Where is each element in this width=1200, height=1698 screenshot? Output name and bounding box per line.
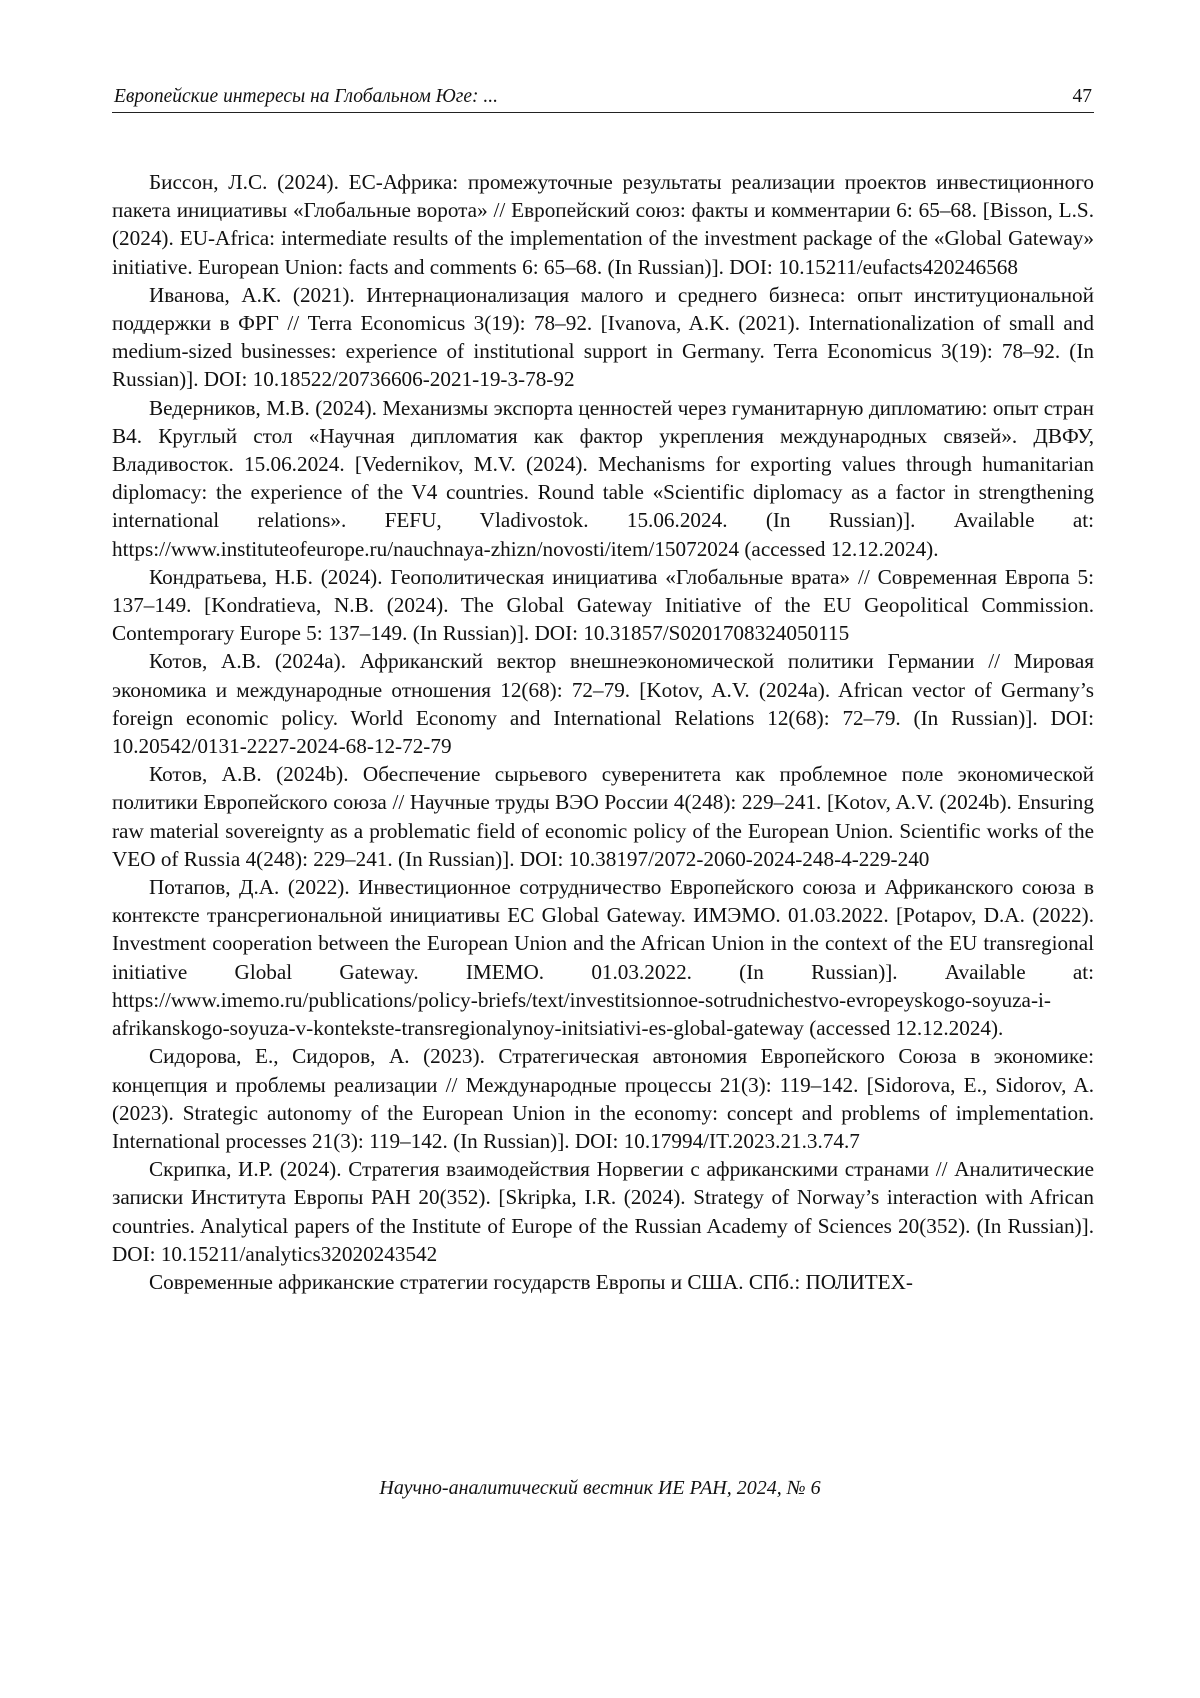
reference-entry-kotov-b: Котов, А.В. (2024b). Обеспечение сырьевого суверенитета как проблемное поле экономической политики Европейского союза // Научные труды ВЭО России 4(248): 229–241. [Kotov, A.V. (2024b). Ensuring raw material sovereignty as a problematic field of economic policy of the European Union. Scientific works of the VEO of Russia 4(248): 229–241. (In Russian)]. DOI: 10.38197/2072-2060-2024-248-4-229-240 — [112, 762, 1094, 871]
reference-entry-potapov: Потапов, Д.А. (2022). Инвестиционное сотрудничество Европейского союза и Африканского союза в контексте трансрегиональной инициативы ЕС Global Gateway. ИМЭМО. 01.03.2022. [Potapov, D.A. (2022). Investment cooperation between the European Union and the African Union in the context of the EU transregional initiative Global Gateway. IMEMO. 01.03.2022. (In Russian)]. Available at: https://www.imemo.ru/publications/policy-briefs/text/investitsionnoe-sotrudnichestvo-evropeyskogo-soyuza-i-afrikanskogo-soyuza-v-kontekste-transregionalynoy-initsiativi-es-global-gateway (accessed 12.12.2024). — [112, 875, 1094, 1041]
page-number: 47 — [1072, 86, 1092, 107]
reference-entry-modern-strategies: Современные африканские стратегии государств Европы и США. СПб.: ПОЛИТЕХ- — [149, 1269, 913, 1294]
reference-entry-skripka: Скрипка, И.Р. (2024). Стратегия взаимодействия Норвегии с африканскими странами // Аналитические записки Института Европы РАН 20(352). [Skripka, I.R. (2024). Strategy of Norway’s interaction with African countries. Analytical papers of the Institute of Europe of the Russian Academy of Sciences 20(352). (In Russian)]. DOI: 10.15211/analytics32020243542 — [112, 1157, 1094, 1266]
reference-entry-sidorova: Сидорова, Е., Сидоров, А. (2023). Стратегическая автономия Европейского Союза в экономике: концепция и проблемы реализации // Международные процессы 21(3): 119–142. [Sidorova, E., Sidorov, A. (2023). Strategic autonomy of the European Union in the economy: concept and problems of implementation. International processes 21(3): 119–142. (In Russian)]. DOI: 10.17994/IT.2023.21.3.74.7 — [112, 1044, 1094, 1153]
reference-entry-kotov-a: Котов, А.В. (2024a). Африканский вектор внешнеэкономической политики Германии // Мировая экономика и международные отношения 12(68): 72–79. [Kotov, A.V. (2024a). African vector of Germany’s foreign economic policy. World Economy and International Relations 12(68): 72–79. (In Russian)]. DOI: 10.20542/0131-2227-2024-68-12-72-79 — [112, 649, 1094, 759]
reference-entry-vedernikov: Ведерников, М.В. (2024). Механизмы экспорта ценностей через гуманитарную дипломатию: опыт стран В4. Круглый стол «Научная дипломатия как фактор укрепления международных связей». ДВФУ, Владивосток. 15.06.2024. [Vedernikov, M.V. (2024). Mechanisms for exporting values through humanitarian diplomacy: the experience of the V4 countries. Round table «Scientific diplomacy as a factor in strengthening international relations». FEFU, Vladivostok. 15.06.2024. (In Russian)]. Available at: https://www.instituteofeurope.ru/nauchnaya-zhizn/novosti/item/15072024 (accessed 12.12.2024). — [112, 395, 1094, 561]
page-header — [112, 84, 1094, 113]
running-title: Европейские интересы на Глобальном Юге: ... — [114, 86, 499, 107]
page-footer: Научно-аналитический вестник ИЕ РАН, 2024, № 6 — [379, 1477, 821, 1499]
reference-entry-bisson: Биссон, Л.С. (2024). ЕС-Африка: промежуточные результаты реализации проектов инвестиционного пакета инициативы «Глобальные ворота» // Европейский союз: факты и комментарии 6: 65–68. [Bisson, L.S. (2024). EU-Africa: intermediate results of the implementation of the investment package of the «Global Gateway» initiative. European Union: facts and comments 6: 65–68. (In Russian)]. DOI: 10.15211/eufacts420246568 — [112, 170, 1094, 279]
reference-entry-kondratieva: Кондратьева, Н.Б. (2024). Геополитическая инициатива «Глобальные врата» // Современная Европа 5: 137–149. [Kondratieva, N.B. (2024). The Global Gateway Initiative of the EU Geopolitical Commission. Contemporary Europe 5: 137–149. (In Russian)]. DOI: 10.31857/S0201708324050115 — [112, 564, 1094, 646]
reference-list — [112, 168, 1094, 1296]
reference-entry-ivanova: Иванова, А.К. (2021). Интернационализация малого и среднего бизнеса: опыт институциональной поддержки в ФРГ // Terra Economicus 3(19): 78–92. [Ivanova, A.K. (2021). Internationalization of small and medium-sized businesses: experience of institutional support in Germany. Terra Economicus 3(19): 78–92. (In Russian)]. DOI: 10.18522/20736606-2021-19-3-78-92 — [112, 282, 1094, 392]
